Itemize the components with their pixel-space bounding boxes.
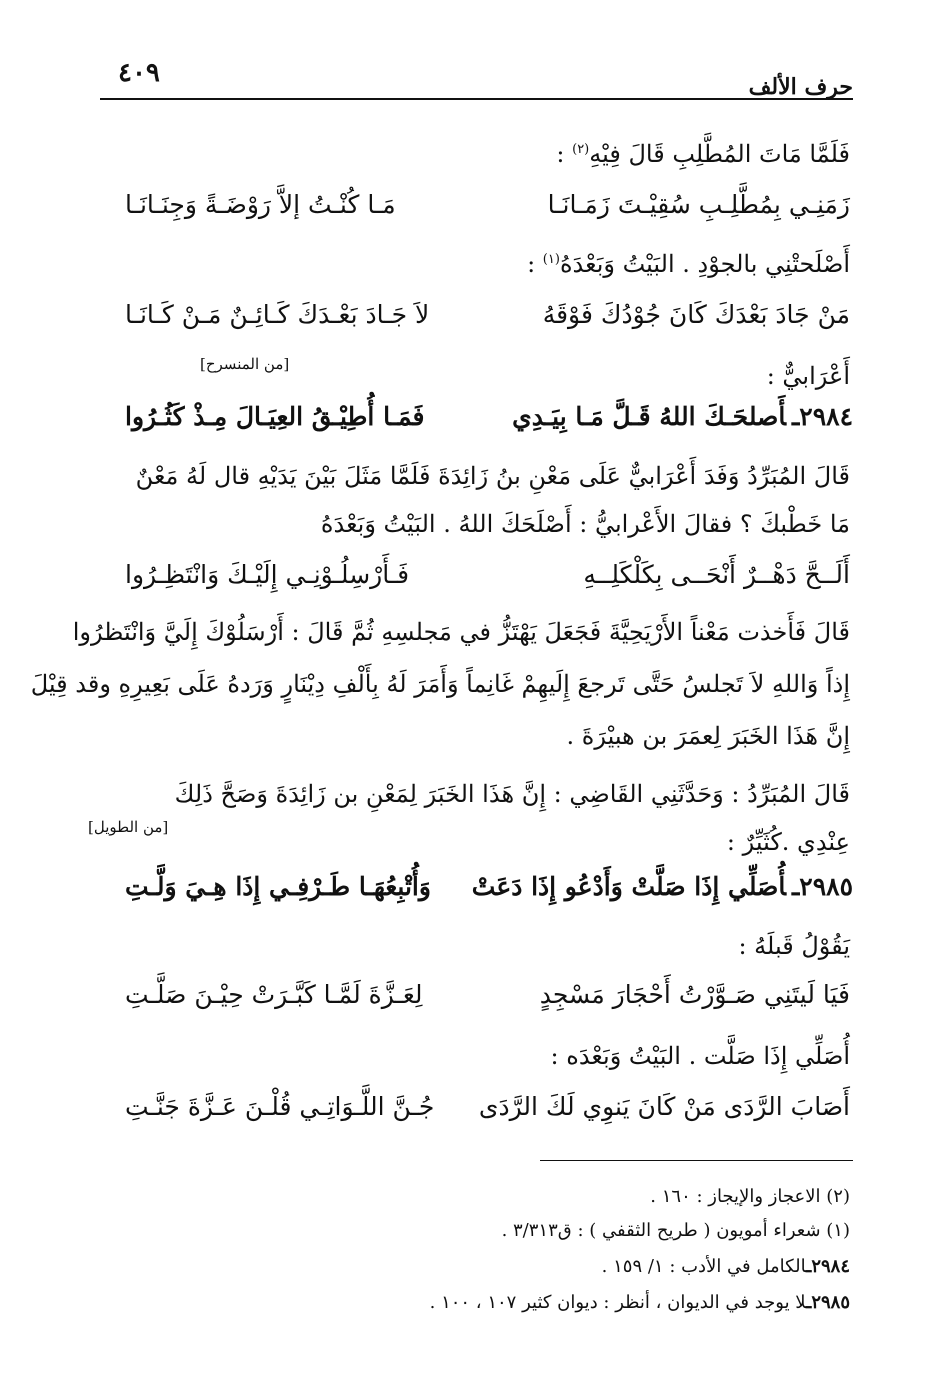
- verse-first-hemistich: أُصَلِّي إِذَا صَلَّتْ وَأَدْعُو إِذَا دَعَتْ: [471, 872, 786, 901]
- footnote-ref[interactable]: (١): [542, 252, 560, 267]
- entry-number: ٢٩٨٤ـ: [806, 1256, 850, 1277]
- footnote-divider: [540, 1160, 853, 1161]
- verse-line: [125, 872, 853, 901]
- footnote: ٢٩٨٥ـلا يوجد في الديوان ، أنظر : ديوان كثير ١٠٧ ، ١٠٠ .: [429, 1292, 850, 1313]
- verse-line: [125, 560, 850, 589]
- text-line: فَلَمَّا مَاتَ المُطَّلِبِ قَالَ فِيْهِ$^{(٢)}$ :: [556, 140, 850, 168]
- verse-line: [125, 190, 850, 219]
- text-line: قَالَ المُبَرِّدُ : وَحَدَّثَنِي القَاضِي : إِنَّ هَذَا الخَبَرَ لِمَعْنِ بن زَائِدَةَ وَصَحَّ ذَلِكَ: [174, 780, 850, 808]
- footnote: (١) شعراء أمويون ( طريح الثقفي ) : ق٣/٣١٣ .: [501, 1220, 850, 1241]
- footnote: (٢) الاعجاز والإيجاز : ١٦٠ .: [650, 1186, 850, 1207]
- text-line: أَصْلَحتْنِي بالجوْدِ . البَيْتُ وَبَعْدَهُ$^{(١)}$ :: [527, 250, 850, 278]
- page-number: ٤٠٩: [118, 58, 160, 88]
- text-line: مَا خَطْبكَ ؟ فقالَ الأَعْرابيُّ : أَصْلَحَكَ اللهُ . البَيْتُ وَبَعْدَهُ: [320, 510, 850, 538]
- verse-second-hemistich: فَمَـا أُطِيْـقُ العِيَـالَ مِـذْ كَثُـرُوا: [125, 402, 425, 431]
- verse-first-hemistich: زَمَنِـي بِمُطَّلِـبِ سُقِيْـتَ زَمَـانَـا: [547, 190, 850, 219]
- meter-label: [من المنسرح]: [200, 355, 290, 373]
- chapter-title: حرف الألف: [748, 74, 853, 100]
- verse-second-hemistich: لاَ جَـادَ بَعْـدَكَ كَـائِـنٌ مَـنْ كَـانَـا: [125, 300, 430, 329]
- verse-line: [125, 1092, 850, 1121]
- text-line: قَالَ فَأَخذت مَعْناً الأَرْيَحِيَّةَ فَجَعَلَ يَهْتَزُّ في مَجلسِهِ ثُمَّ قَالَ : أَرْسَلُوْكَ إِلَيَّ وَانْتَظرُوا: [72, 618, 850, 646]
- text-line: إِذاً وَاللهِ لاَ تَجلسُ حَتَّى تَرجعَ إِلَيهِمْ غَانِماً وَأَمَرَ لَهُ بِأَلْفِ دِيْنَارٍ وَرَدهُ عَلَى بَعِيرِهِ وقد قِيْلَ: [30, 670, 850, 698]
- verse-second-hemistich: مَـا كُنْـتُ إلاَّ رَوْضَـةً وَجِنَـانَـا: [125, 190, 396, 219]
- entry-number: ٢٩٨٤ـ: [791, 402, 853, 431]
- verse-line: [125, 402, 853, 431]
- verse-second-hemistich: لِعَـزَّةَ لَمَّـا كَبَّـرَتْ حِيْـنَ صَلَّـتِ: [125, 980, 423, 1009]
- verse-first-hemistich: أَصَابَ الرَّدَى مَنْ كَانَ يَنوِي لَكَ الرَّدَى: [478, 1092, 850, 1121]
- text-line: يَقُوْلُ قَبلَهُ :: [738, 932, 850, 960]
- text-line: إِنَّ هَذَا الخَبَرَ لِعمَرَ بن هبيْرَةَ .: [566, 722, 850, 750]
- verse-second-hemistich: جُـنَّ اللَّـوَاتِـي قُلْـنَ عَـزَّةَ جَنَّـتِ: [125, 1092, 435, 1121]
- text-line: قَالَ المُبَرِّدُ وَفَدَ أَعْرَابيٌّ عَلَى مَعْنِ بنُ زَائِدَةَ فَلَمَّا مَثَلَ بَيْنَ يَدَيْهِ قال لَهُ مَعْنٌ: [135, 462, 850, 490]
- header-divider: [100, 98, 853, 100]
- text-line: أَعْرَابيٌّ :: [766, 362, 850, 390]
- verse-line: [125, 300, 850, 329]
- verse-first-hemistich: فَيَا لَيتَنِي صَـوَّرْتُ أَحْجَارَ مَسْجِدٍ: [539, 980, 850, 1009]
- entry-number: ٢٩٨٥ـ: [791, 872, 853, 901]
- footnote-ref[interactable]: (٢): [572, 142, 590, 157]
- verse-line: [125, 980, 850, 1009]
- verse-first-hemistich: أَصلحَـكَ اللهُ قَـلَّ مَـا بِيَـدِي: [512, 402, 786, 431]
- verse-first-hemistich: مَنْ جَادَ بَعْدَكَ كَانَ جُوْدُكَ فَوْقَهُ: [542, 300, 850, 329]
- text-line: أُصَلِّي إِذَا صَلَّت . البَيْتُ وَبَعْدَه :: [550, 1042, 850, 1070]
- text-line: عِنْدِي .كُثَيِّرٌ :: [726, 828, 850, 856]
- verse-second-hemistich: فَـأَرْسِلُـوْنِـي إِلَيْـكَ وَانْتَظِـرُوا: [125, 560, 410, 589]
- meter-label: [من الطويل]: [88, 818, 169, 836]
- verse-second-hemistich: وَأُتْبِعُهَـا طَـرْفِـي إِذَا هِـيَ وَلَّـتِ: [125, 872, 431, 901]
- verse-first-hemistich: أَلَــحَّ دَهْــرٌ أَنْحَــى بِكَلْكَلِــهِ: [583, 560, 850, 589]
- entry-number: ٢٩٨٥ـ: [806, 1292, 850, 1313]
- footnote: ٢٩٨٤ـالكامل في الأدب : ١/ ١٥٩ .: [601, 1256, 850, 1277]
